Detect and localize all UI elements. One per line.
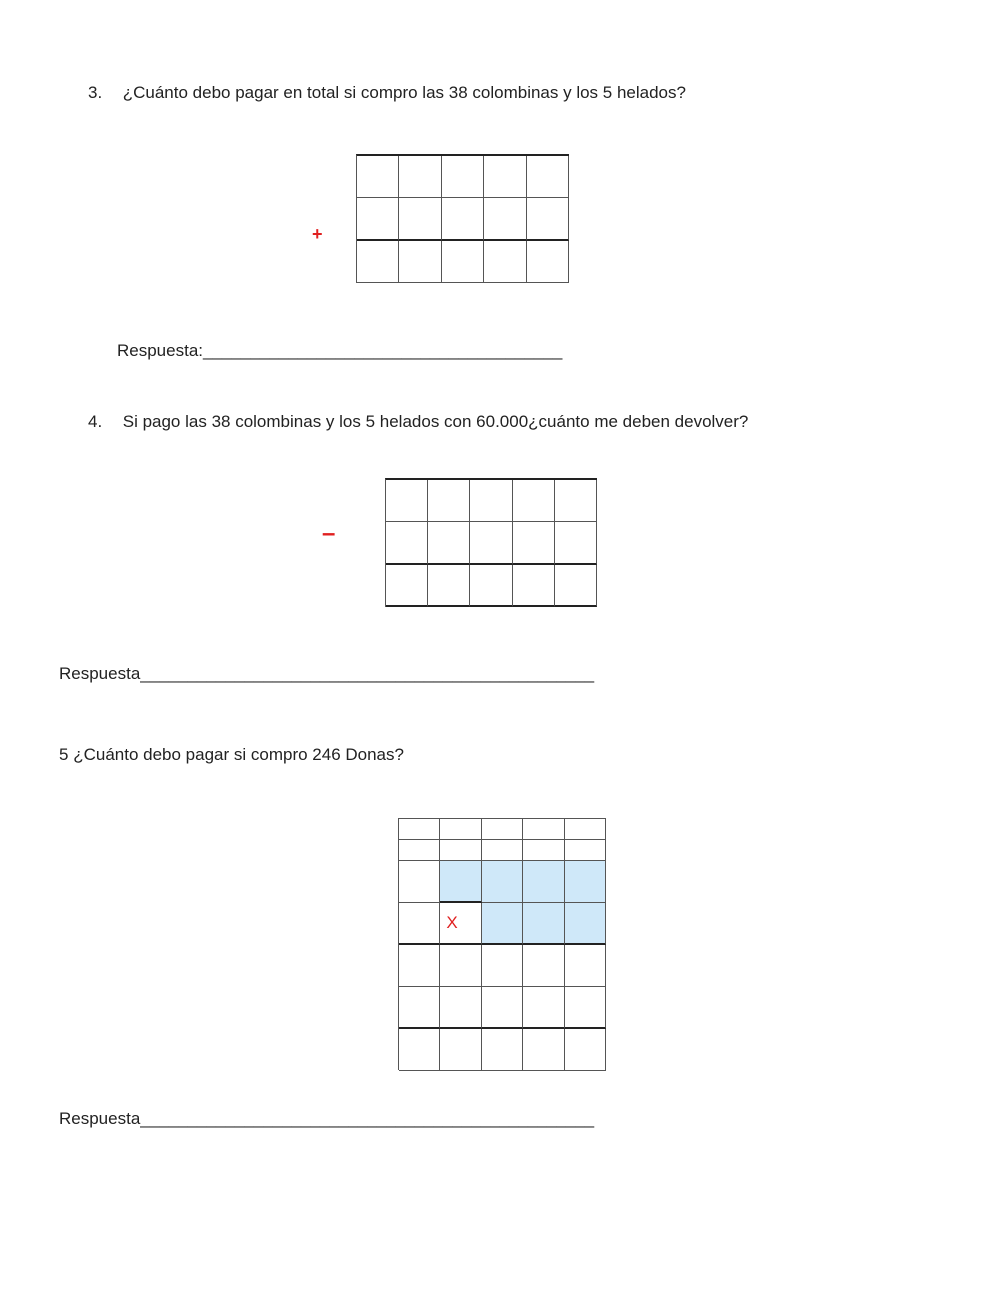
- multiply-sign: X: [446, 913, 458, 932]
- grid-cell[interactable]: [399, 987, 440, 1029]
- question-4-text: Si pago las 38 colombinas y los 5 helados con 60.000¿cuánto me deben devolver?: [122, 412, 749, 431]
- grid-cell[interactable]: [555, 565, 597, 607]
- grid-cell[interactable]: [470, 480, 512, 522]
- grid-cell[interactable]: [565, 945, 606, 987]
- question-5-text: ¿Cuánto debo pagar si compro 246 Donas?: [73, 745, 404, 764]
- grid-cell[interactable]: [555, 480, 597, 522]
- grid-cell[interactable]: [527, 198, 569, 240]
- grid-cell[interactable]: [386, 565, 428, 607]
- grid-cell-shaded[interactable]: [523, 861, 564, 903]
- grid-cell[interactable]: [399, 241, 441, 283]
- grid-cell[interactable]: [386, 522, 428, 564]
- question-3-number: 3.: [88, 83, 103, 102]
- grid-cell[interactable]: [399, 945, 440, 987]
- question-4-number: 4.: [88, 412, 103, 431]
- grid-cell[interactable]: [440, 819, 481, 840]
- grid-cell[interactable]: [399, 156, 441, 198]
- grid-cell-shaded[interactable]: [523, 903, 564, 945]
- grid-cell[interactable]: [470, 522, 512, 564]
- answer-5[interactable]: Respuesta________________________________________________: [59, 1109, 595, 1128]
- addition-grid[interactable]: [356, 154, 569, 283]
- grid-cell-shaded[interactable]: [565, 861, 606, 903]
- grid-cell[interactable]: [484, 198, 526, 240]
- grid-cell[interactable]: [555, 522, 597, 564]
- grid-cell[interactable]: [442, 156, 484, 198]
- grid-cell[interactable]: [399, 861, 440, 903]
- grid-cell[interactable]: [440, 987, 481, 1029]
- grid-cell[interactable]: [428, 480, 470, 522]
- plus-sign: +: [312, 224, 323, 244]
- grid-cell[interactable]: [442, 241, 484, 283]
- grid-cell[interactable]: [357, 198, 399, 240]
- grid-cell[interactable]: [399, 903, 440, 945]
- grid-cell-shaded[interactable]: [482, 861, 523, 903]
- grid-cell[interactable]: [482, 840, 523, 861]
- grid-cell[interactable]: [513, 480, 555, 522]
- grid-cell[interactable]: [565, 840, 606, 861]
- grid-cell[interactable]: [386, 480, 428, 522]
- grid-cell[interactable]: [482, 987, 523, 1029]
- grid-cell[interactable]: [523, 819, 564, 840]
- question-5-number: 5: [59, 745, 69, 764]
- grid-cell[interactable]: [482, 819, 523, 840]
- grid-cell[interactable]: [357, 241, 399, 283]
- subtraction-grid[interactable]: [385, 478, 597, 607]
- grid-cell[interactable]: [523, 840, 564, 861]
- grid-cell[interactable]: [357, 156, 399, 198]
- grid-cell[interactable]: [482, 1029, 523, 1071]
- grid-cell[interactable]: [428, 522, 470, 564]
- question-3: [88, 83, 686, 103]
- grid-cell[interactable]: [399, 1029, 440, 1071]
- answer-4[interactable]: Respuesta________________________________________________: [59, 664, 595, 683]
- grid-cell-shaded[interactable]: [440, 861, 481, 903]
- minus-sign: –: [322, 520, 336, 547]
- grid-cell-multiply[interactable]: [440, 903, 481, 945]
- grid-cell[interactable]: [523, 945, 564, 987]
- question-4: [88, 412, 748, 432]
- grid-cell[interactable]: [527, 241, 569, 283]
- grid-cell[interactable]: [428, 565, 470, 607]
- grid-cell[interactable]: [399, 840, 440, 861]
- grid-cell[interactable]: [513, 565, 555, 607]
- grid-cell[interactable]: [484, 156, 526, 198]
- question-3-text: ¿Cuánto debo pagar en total si compro las 38 colombinas y los 5 helados?: [122, 83, 686, 102]
- grid-cell[interactable]: [527, 156, 569, 198]
- grid-cell[interactable]: [399, 198, 441, 240]
- grid-cell[interactable]: [482, 945, 523, 987]
- grid-cell[interactable]: [513, 522, 555, 564]
- grid-cell[interactable]: [484, 241, 526, 283]
- grid-cell[interactable]: [440, 1029, 481, 1071]
- grid-cell[interactable]: [399, 819, 440, 840]
- grid-cell-shaded[interactable]: [565, 903, 606, 945]
- grid-cell[interactable]: [565, 1029, 606, 1071]
- grid-cell[interactable]: [440, 945, 481, 987]
- answer-3[interactable]: Respuesta:______________________________________: [117, 341, 563, 360]
- grid-cell[interactable]: [523, 987, 564, 1029]
- grid-cell[interactable]: [523, 1029, 564, 1071]
- grid-cell[interactable]: [442, 198, 484, 240]
- grid-cell[interactable]: [440, 840, 481, 861]
- multiplication-grid[interactable]: [398, 818, 606, 1070]
- grid-cell[interactable]: [565, 819, 606, 840]
- question-5: [59, 745, 404, 765]
- grid-cell[interactable]: [565, 987, 606, 1029]
- grid-cell-shaded[interactable]: [482, 903, 523, 945]
- grid-cell[interactable]: [470, 565, 512, 607]
